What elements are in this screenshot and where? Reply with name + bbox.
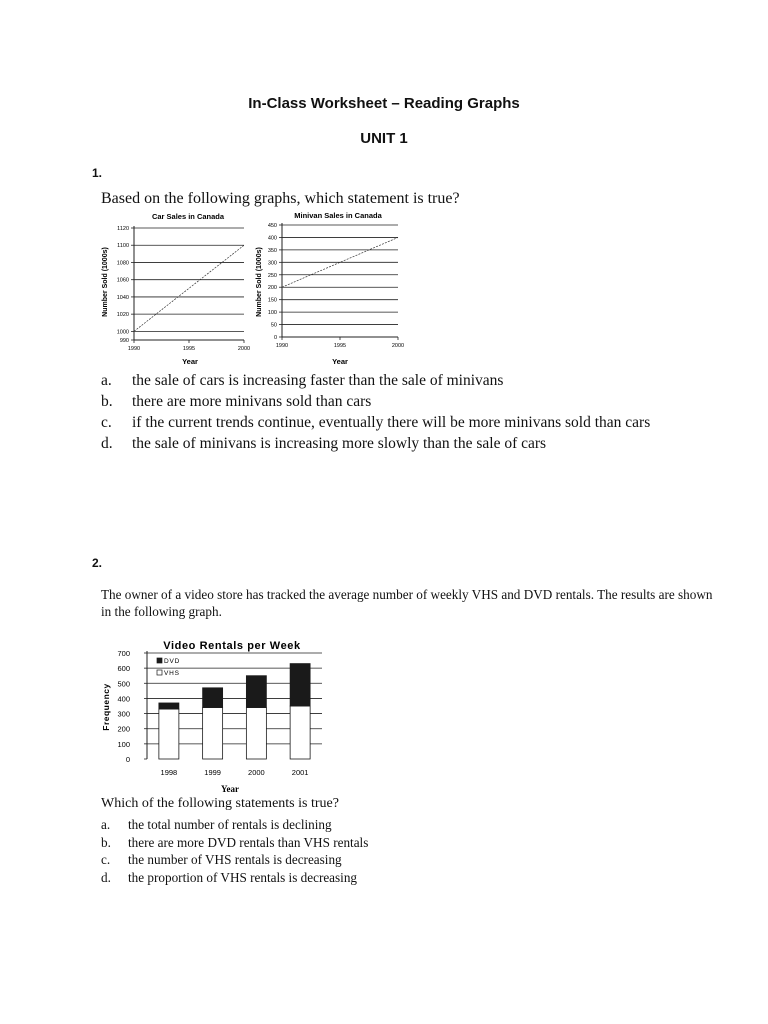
chart-title: Minivan Sales in Canada xyxy=(294,211,382,220)
y-tick-label: 300 xyxy=(267,260,277,267)
bar-vhs xyxy=(246,708,266,759)
y-axis-label: Number Sold (1000s) xyxy=(102,247,109,317)
option-d: d. the sale of minivans is increasing more slowly than the sale of cars xyxy=(101,435,547,452)
bar-dvd xyxy=(203,688,223,708)
legend-swatch-vhs xyxy=(157,670,162,675)
y-tick-label: 450 xyxy=(267,223,277,229)
y-axis-label: Number Sold (1000s) xyxy=(256,247,263,317)
video-rentals-chart xyxy=(100,635,340,800)
bar-dvd xyxy=(246,676,266,708)
bar-vhs xyxy=(159,709,179,759)
y-tick-label: 1020 xyxy=(116,312,129,319)
y-tick-label: 700 xyxy=(117,649,130,658)
y-tick-label: 500 xyxy=(117,679,130,689)
x-tick-label: 1995 xyxy=(333,343,347,349)
x-tick-label: 1998 xyxy=(160,768,178,777)
option-a: a. the sale of cars is increasing faster than the sale of minivans xyxy=(101,372,504,389)
video-rentals-svg xyxy=(100,635,340,795)
y-tick-label: 200 xyxy=(117,724,130,734)
minivan-sales-svg xyxy=(250,210,410,368)
y-tick-label: 400 xyxy=(267,235,277,242)
question-2-intro: The owner of a video store has tracked the average number of weekly VHS and DVD rentals. The results are shown in the following graph. xyxy=(101,587,713,619)
question-2-prompt: Which of the following statements is true? xyxy=(101,796,339,811)
chart-title: Car Sales in Canada xyxy=(151,212,225,221)
bar-dvd xyxy=(159,703,179,709)
y-tick-label: 1000 xyxy=(116,329,129,336)
option-c: c. if the current trends continue, eventually there will be more minivans sold than cars xyxy=(101,414,651,431)
x-tick-label: 2001 xyxy=(291,768,309,777)
x-axis-label: Year xyxy=(332,357,348,366)
question-1-options xyxy=(101,370,650,454)
y-tick-label: 600 xyxy=(117,664,130,674)
x-tick-label: 1995 xyxy=(182,346,196,352)
legend-swatch-dvd xyxy=(157,658,162,663)
question-2-options xyxy=(101,816,368,886)
x-tick-label: 2000 xyxy=(237,346,251,352)
bar-vhs xyxy=(203,708,223,759)
y-axis-label: Frequency xyxy=(101,683,111,731)
x-axis-label: Year xyxy=(182,357,198,366)
minivan-sales-chart xyxy=(250,210,410,373)
y-tick-label: 1080 xyxy=(116,260,129,267)
y-tick-label: 1120 xyxy=(117,226,129,232)
bar-dvd xyxy=(290,664,310,706)
x-tick-label: 1990 xyxy=(275,343,289,349)
bar-vhs xyxy=(290,706,310,759)
y-tick-label: 1040 xyxy=(116,294,129,301)
car-sales-chart xyxy=(96,210,256,373)
x-axis-label: Year xyxy=(221,784,239,794)
option-d: d. the proportion of VHS rentals is decreasing xyxy=(101,869,358,885)
legend-label-dvd: DVD xyxy=(164,658,181,665)
y-tick-label: 100 xyxy=(117,739,130,749)
car-sales-svg xyxy=(96,210,256,368)
y-tick-label: 1060 xyxy=(116,277,129,284)
x-tick-label: 2000 xyxy=(248,768,265,777)
y-tick-label: 50 xyxy=(270,322,277,329)
x-tick-label: 2000 xyxy=(391,343,405,349)
x-tick-label: 1999 xyxy=(204,768,221,777)
y-tick-label: 150 xyxy=(267,297,277,304)
unit-heading: UNIT 1 xyxy=(360,130,408,147)
x-tick-label: 1990 xyxy=(127,346,141,352)
page-title: In-Class Worksheet – Reading Graphs xyxy=(248,95,520,112)
y-tick-label: 300 xyxy=(117,709,130,719)
legend-label-vhs: VHS xyxy=(164,670,180,677)
option-c: c. the number of VHS rentals is decreasing xyxy=(101,852,342,867)
y-tick-label: 350 xyxy=(267,247,277,254)
y-tick-label: 200 xyxy=(267,285,277,292)
option-b: b. there are more DVD rentals than VHS rentals xyxy=(101,834,369,850)
y-tick-label: 0 xyxy=(273,335,277,341)
question-1-number: 1. xyxy=(92,166,103,180)
y-tick-label: 1100 xyxy=(117,243,129,250)
question-1-prompt: Based on the following graphs, which statement is true? xyxy=(101,190,460,207)
series-line xyxy=(134,245,244,331)
y-tick-label: 990 xyxy=(119,338,129,344)
y-tick-label: 0 xyxy=(125,755,130,764)
chart-title: Video Rentals per Week xyxy=(163,640,301,652)
y-tick-label: 400 xyxy=(117,694,130,704)
y-tick-label: 250 xyxy=(267,272,277,279)
y-tick-label: 100 xyxy=(267,310,277,317)
option-b: b. there are more minivans sold than cars xyxy=(101,393,372,410)
option-a: a. the total number of rentals is declining xyxy=(101,817,332,832)
question-2-number: 2. xyxy=(92,556,103,570)
